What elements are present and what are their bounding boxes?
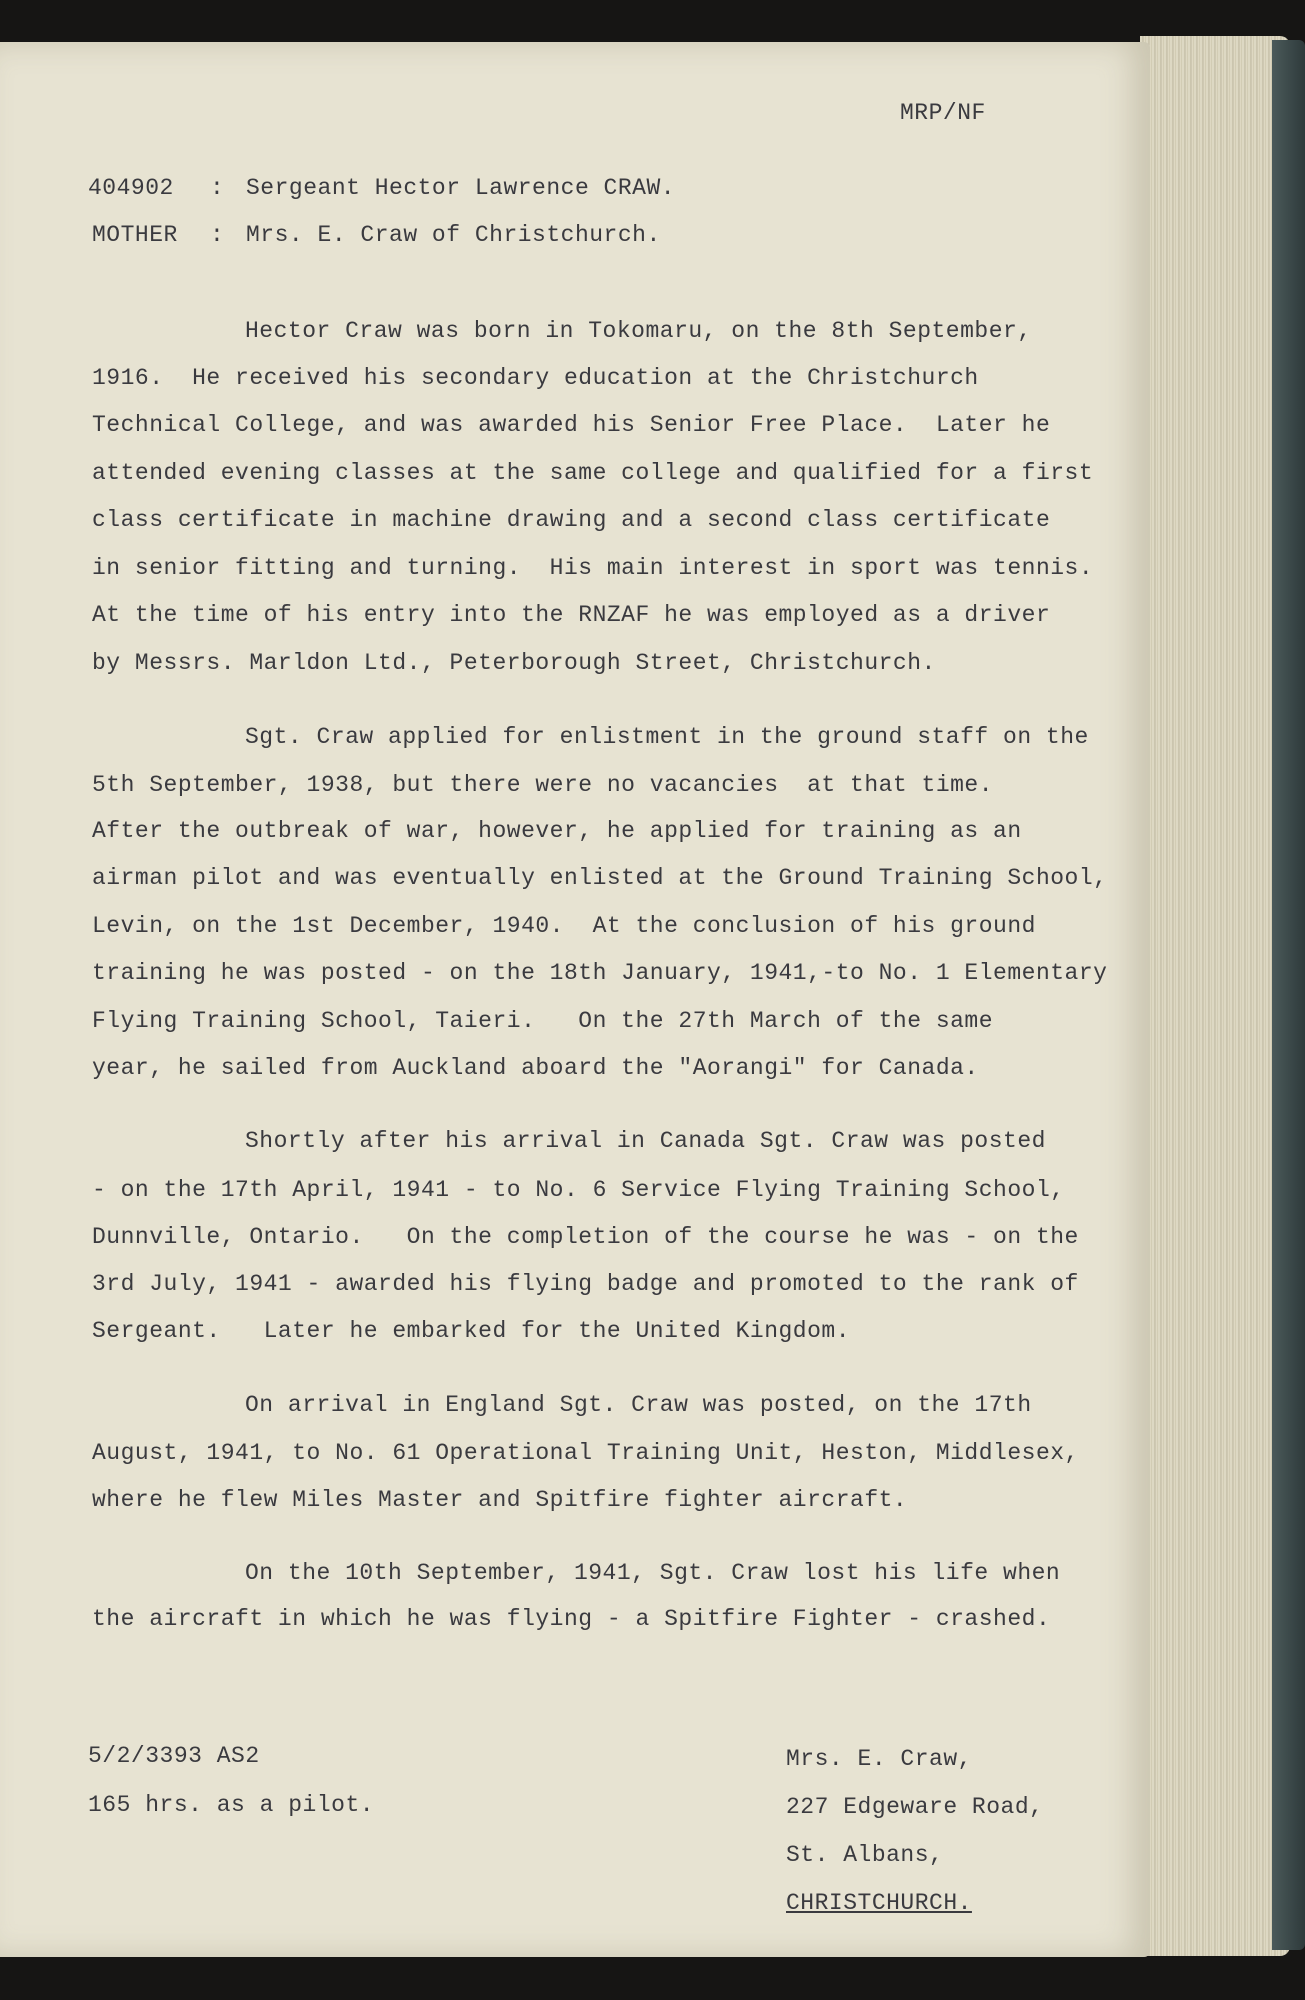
mother-label: MOTHER [92, 222, 178, 248]
paragraph-2-line-1: Sgt. Craw applied for enlistment in the ground staff on the [245, 724, 1089, 750]
paragraph-1-line-8: by Messrs. Marldon Ltd., Peterborough Street, Christchurch. [92, 650, 936, 676]
paragraph-4-line-3: where he flew Miles Master and Spitfire fighter aircraft. [92, 1487, 908, 1513]
mother-name: Mrs. E. Craw of Christchurch. [246, 222, 661, 248]
paragraph-1-line-7: At the time of his entry into the RNZAF he was employed as a driver [92, 602, 1051, 628]
paragraph-3-line-4: 3rd July, 1941 - awarded his flying badge and promoted to the rank of [92, 1271, 1079, 1297]
paragraph-2-line-5: Levin, on the 1st December, 1940. At the conclusion of his ground [92, 913, 1036, 939]
paragraph-2-line-3: After the outbreak of war, however, he applied for training as an [92, 818, 1022, 844]
address-line-2: 227 Edgeware Road, [786, 1794, 1044, 1820]
address-line-1: Mrs. E. Craw, [786, 1746, 972, 1772]
address-line-4: CHRISTCHURCH. [786, 1890, 972, 1916]
paragraph-2-line-8: year, he sailed from Auckland aboard the "Aorangi" for Canada. [92, 1055, 979, 1081]
service-number: 404902 [88, 175, 174, 201]
paragraph-2-line-4: airman pilot and was eventually enlisted at the Ground Training School, [92, 865, 1108, 891]
paragraph-3-line-3: Dunnville, Ontario. On the completion of the course he was - on the [92, 1224, 1079, 1250]
paragraph-2-line-2: 5th September, 1938, but there were no vacancies at that time. [92, 772, 994, 798]
paragraph-2-line-6: training he was posted - on the 18th January, 1941,-to No. 1 Elementary [92, 960, 1108, 986]
paragraph-5-line-1: On the 10th September, 1941, Sgt. Craw lost his life when [245, 1560, 1061, 1586]
page-edges [1140, 36, 1290, 1956]
paragraph-1-line-3: Technical College, and was awarded his Senior Free Place. Later he [92, 412, 1051, 438]
paragraph-1-line-2: 1916. He received his secondary education at the Christchurch [92, 365, 979, 391]
airman-name: Sergeant Hector Lawrence CRAW. [246, 175, 676, 201]
paragraph-3-line-2: - on the 17th April, 1941 - to No. 6 Service Flying Training School, [92, 1177, 1065, 1203]
paragraph-3-line-1: Shortly after his arrival in Canada Sgt. Craw was posted [245, 1128, 1046, 1154]
mother-separator: : [210, 222, 225, 248]
paragraph-4-line-2: August, 1941, to No. 61 Operational Training Unit, Heston, Middlesex, [92, 1440, 1079, 1466]
paragraph-1-line-4: attended evening classes at the same college and qualified for a first [92, 460, 1094, 486]
service-number-separator: : [210, 175, 225, 201]
paragraph-1-line-6: in senior fitting and turning. His main interest in sport was tennis. [92, 555, 1094, 581]
paragraph-2-line-7: Flying Training School, Taieri. On the 27th March of the same [92, 1008, 994, 1034]
book-spine [1272, 40, 1305, 1950]
address-line-3: St. Albans, [786, 1842, 944, 1868]
paragraph-1-line-5: class certificate in machine drawing and a second class certificate [92, 507, 1051, 533]
paragraph-4-line-1: On arrival in England Sgt. Craw was posted, on the 17th [245, 1392, 1032, 1418]
paragraph-3-line-5: Sergeant. Later he embarked for the United Kingdom. [92, 1318, 851, 1344]
reference-code: MRP/NF [900, 100, 986, 126]
paragraph-5-line-2: the aircraft in which he was flying - a Spitfire Fighter - crashed. [92, 1606, 1051, 1632]
flying-hours: 165 hrs. as a pilot. [88, 1792, 375, 1818]
file-reference: 5/2/3393 AS2 [88, 1743, 260, 1769]
paragraph-1-line-1: Hector Craw was born in Tokomaru, on the 8th September, [245, 318, 1032, 344]
